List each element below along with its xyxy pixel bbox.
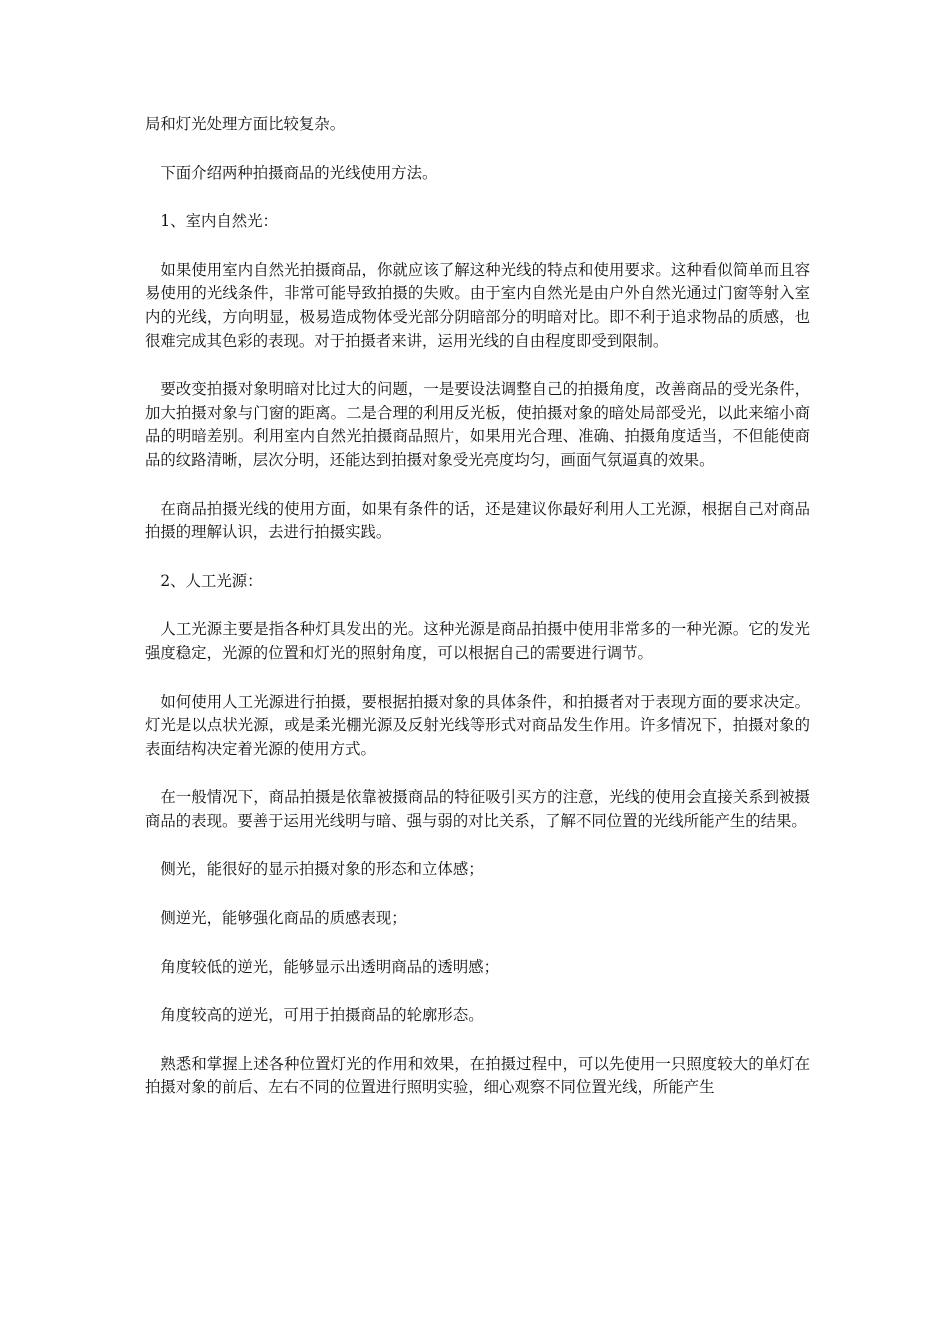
paragraph-continuation: 局和灯光处理方面比较复杂。	[145, 115, 346, 133]
list-item-high-back-light: 角度较高的逆光，可用于拍摄商品的轮廓形态。	[160, 1006, 484, 1025]
paragraph-artificial-light-2: 如何使用人工光源进行拍摄，要根据拍摄对象的具体条件，和拍摄者对于表现方面的要求决定。灯光是以点状光源，或是柔光棚光源及反射光线等形式对商品发生作用。许多情况下，拍摄对象的表面结构决定着光源的使用方式。	[145, 692, 810, 758]
section-heading-natural-light: 1、室内自然光：	[160, 212, 278, 231]
list-item-low-back-light: 角度较低的逆光，能够显示出透明商品的透明感；	[160, 957, 499, 976]
list-item-side-light: 侧光，能很好的显示拍摄对象的形态和立体感；	[160, 860, 484, 879]
paragraph-natural-light-2: 要改变拍摄对象明暗对比过大的问题，一是要设法调整自己的拍摄角度，改善商品的受光条件，加大拍摄对象与门窗的距离。二是合理的利用反光板，使拍摄对象的暗处局部受光，以此来缩小商品的明暗差别。利用室内自然光拍摄商品照片，如果用光合理、准确、拍摄角度适当，不但能使商品的纹路清晰，层次分明，还能达到拍摄对象受光亮度均匀，画面气氛逼真的效果。	[145, 380, 810, 469]
paragraph-artificial-light-1: 人工光源主要是指各种灯具发出的光。这种光源是商品拍摄中使用非常多的一种光源。它的发光强度稳定，光源的位置和灯光的照射角度，可以根据自己的需要进行调节。	[145, 620, 810, 662]
paragraph-natural-light-1: 如果使用室内自然光拍摄商品，你就应该了解这种光线的特点和使用要求。这种看似简单而且容易使用的光线条件，非常可能导致拍摄的失败。由于室内自然光是由户外自然光通过门窗等射入室内的光线，方向明显，极易造成物体受光部分阴暗部分的明暗对比。即不利于追求物品的质感，也很难完成其色彩的表现。对于拍摄者来讲，运用光线的自由程度即受到限制。	[145, 260, 810, 350]
list-item-side-back-light: 侧逆光，能够强化商品的质感表现；	[160, 909, 407, 928]
paragraph-closing: 熟悉和掌握上述各种位置灯光的作用和效果，在拍摄过程中，可以先使用一只照度较大的单灯在拍摄对象的前后、左右不同的位置进行照明实验，细心观察不同位置光线，所能产生	[145, 1054, 810, 1097]
section-heading-artificial-light: 2、人工光源：	[160, 571, 263, 590]
paragraph-natural-light-3: 在商品拍摄光线的使用方面，如果有条件的话，还是建议你最好利用人工光源，根据自己对商品拍摄的理解认识，去进行拍摄实践。	[145, 499, 810, 542]
paragraph-intro: 下面介绍两种拍摄商品的光线使用方法。	[160, 163, 438, 182]
paragraph-artificial-light-3: 在一般情况下，商品拍摄是依靠被摄商品的特征吸引买方的注意，光线的使用会直接关系到被摄商品的表现。要善于运用光线明与暗、强与弱的对比关系，了解不同位置的光线所能产生的结果。	[145, 788, 810, 830]
document-body	[145, 113, 810, 1125]
